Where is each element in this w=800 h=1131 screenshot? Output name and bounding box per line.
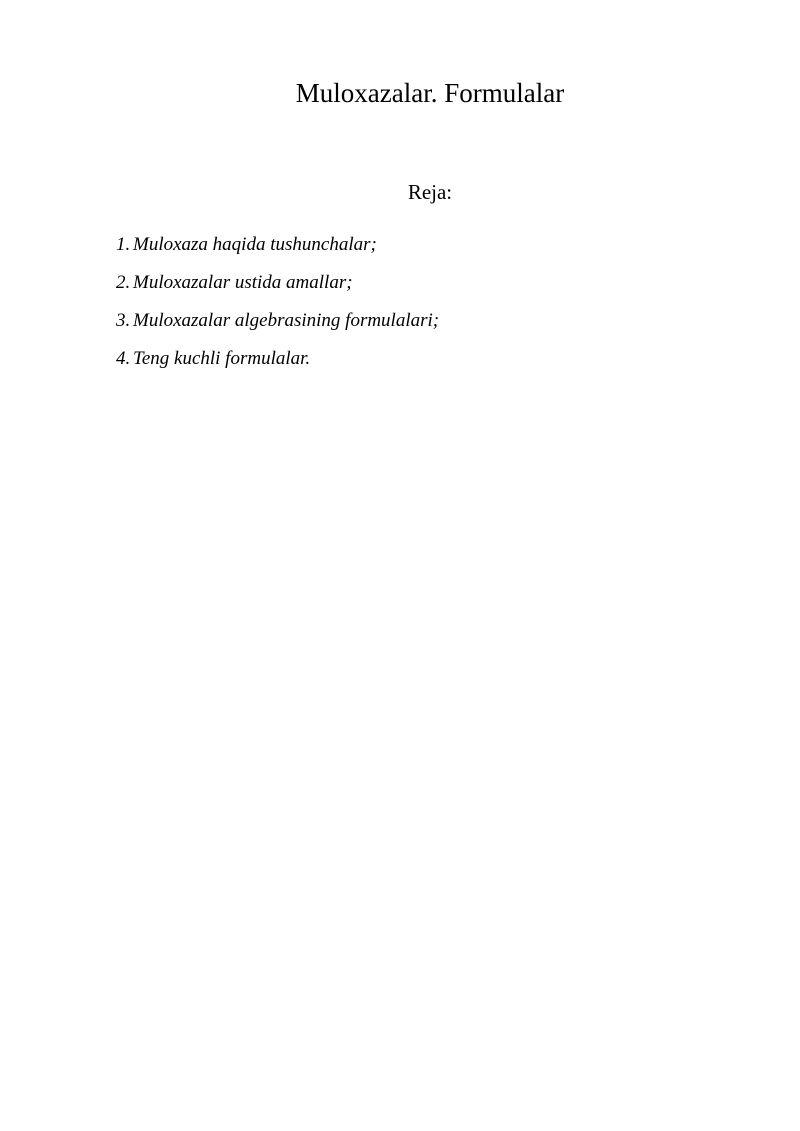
plan-item-1: [116, 232, 439, 270]
plan-list: [116, 232, 439, 384]
plan-item-text: Teng kuchli formulalar.: [133, 348, 311, 369]
page-title: Muloxazalar. Formulalar: [295, 78, 565, 108]
plan-item-3: [116, 308, 439, 346]
plan-item-number: 2.: [116, 272, 131, 293]
plan-item-text: Muloxaza haqida tushunchalar;: [133, 234, 377, 255]
plan-item-text: Muloxazalar ustida amallar;: [133, 272, 353, 293]
plan-item-number: 4.: [116, 348, 131, 369]
plan-item-number: 1.: [116, 234, 131, 255]
plan-item-2: [116, 270, 439, 308]
plan-item-text: Muloxazalar algebrasining formulalari;: [133, 310, 440, 331]
plan-heading: Reja:: [407, 180, 453, 204]
plan-item-4: [116, 346, 439, 384]
plan-item-number: 3.: [116, 310, 131, 331]
